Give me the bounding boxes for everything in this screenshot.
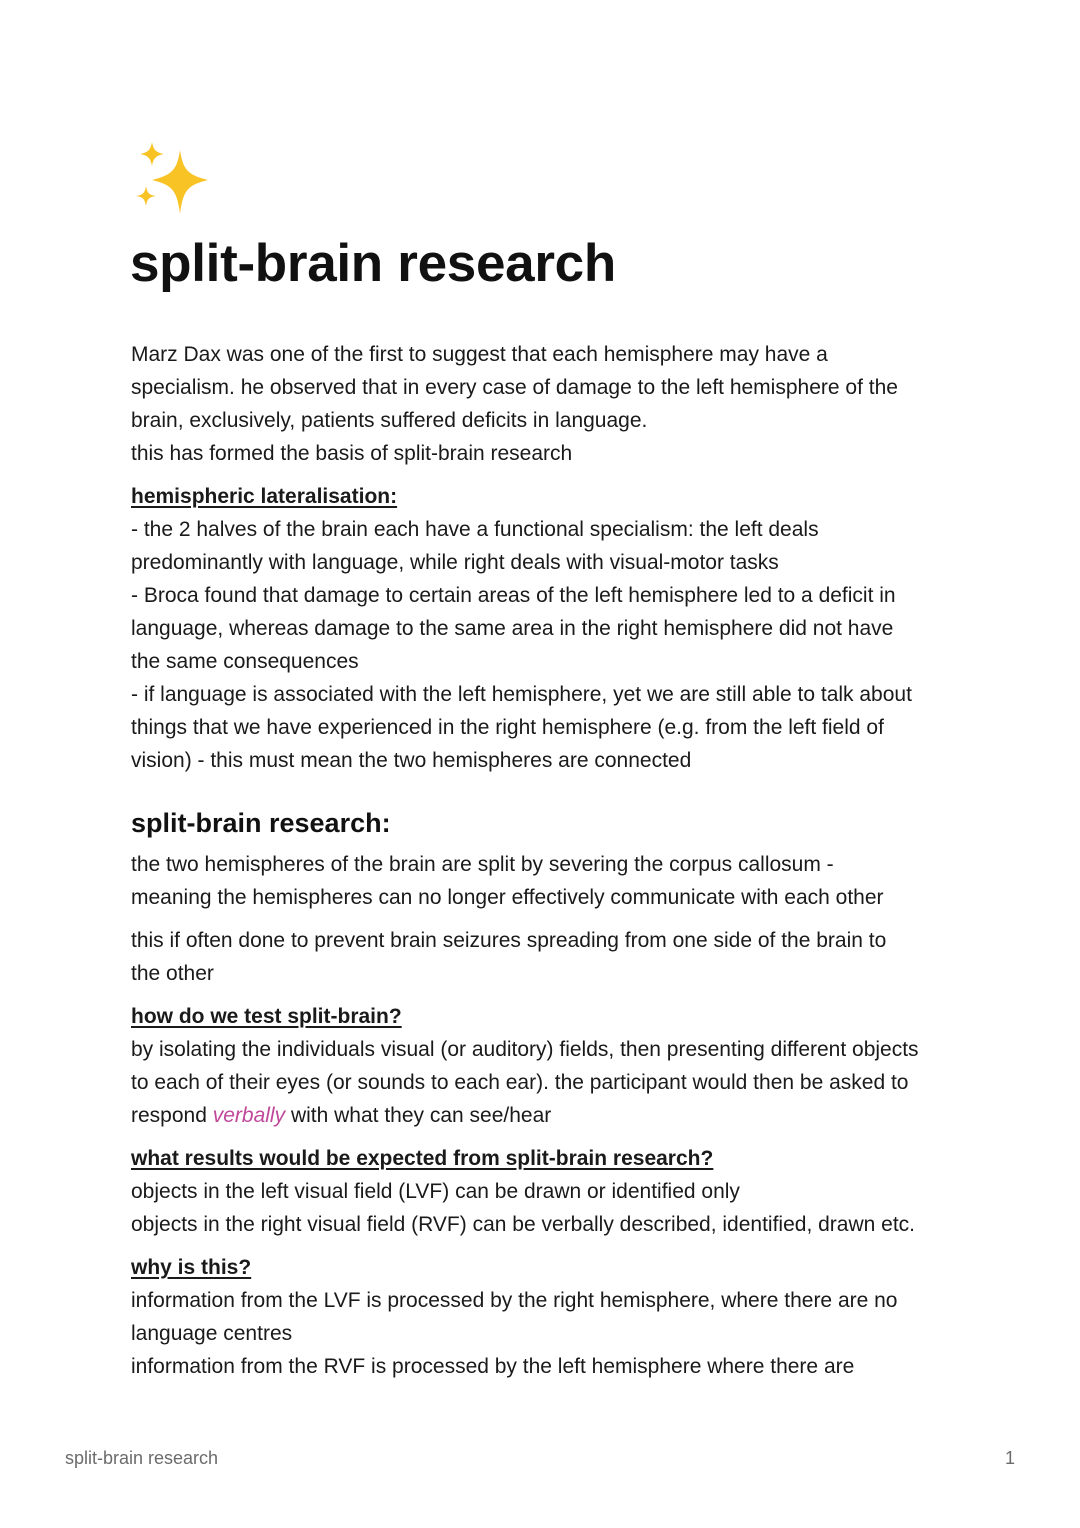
page-title: split-brain research xyxy=(130,234,616,293)
test-line: to each of their eyes (or sounds to each ear). the participant would then be asked to xyxy=(131,1071,909,1094)
why-line: language centres xyxy=(131,1322,293,1345)
test-line: by isolating the individuals visual (or auditory) fields, then presenting different objects xyxy=(131,1038,919,1061)
test-line-text: with what they can see/hear xyxy=(285,1104,552,1127)
lateralisation-line: predominantly with language, while right deals with visual-motor tasks xyxy=(131,551,779,574)
lateralisation-line: vision) - this must mean the two hemispheres are connected xyxy=(131,749,692,772)
intro-line: this has formed the basis of split-brain research xyxy=(131,442,573,465)
why-line: information from the RVF is processed by the left hemisphere where there are xyxy=(131,1355,855,1378)
footer-document-title: split-brain research xyxy=(65,1448,219,1468)
split-brain-line: this if often done to prevent brain seizures spreading from one side of the brain to xyxy=(131,929,887,952)
sparkles-icon xyxy=(132,142,212,218)
results-line: objects in the left visual field (LVF) can be drawn or identified only xyxy=(131,1180,740,1203)
document-body xyxy=(131,338,961,1383)
test-heading: how do we test split-brain? xyxy=(131,1005,402,1028)
intro-line: brain, exclusively, patients suffered deficits in language. xyxy=(131,409,648,432)
lateralisation-line: - Broca found that damage to certain areas of the left hemisphere led to a deficit in xyxy=(131,584,896,607)
intro-line: Marz Dax was one of the first to suggest that each hemisphere may have a xyxy=(131,343,828,366)
lateralisation-line: - if language is associated with the left hemisphere, yet we are still able to talk about xyxy=(131,683,912,706)
lateralisation-line: language, whereas damage to the same area in the right hemisphere did not have xyxy=(131,617,894,640)
split-brain-heading: split-brain research: xyxy=(131,808,391,838)
highlighted-word: verbally xyxy=(212,1104,286,1127)
split-brain-line: the other xyxy=(131,962,214,985)
lateralisation-heading: hemispheric lateralisation: xyxy=(131,485,398,508)
footer-page-number: 1 xyxy=(1004,1448,1015,1468)
lateralisation-line: - the 2 halves of the brain each have a functional specialism: the left deals xyxy=(131,518,819,541)
lateralisation-line: things that we have experienced in the right hemisphere (e.g. from the left field of xyxy=(131,716,884,739)
split-brain-line: meaning the hemispheres can no longer effectively communicate with each other xyxy=(131,886,884,909)
results-heading: what results would be expected from split-brain research? xyxy=(131,1147,714,1170)
test-line-text: respond xyxy=(131,1104,213,1127)
intro-line: specialism. he observed that in every case of damage to the left hemisphere of the xyxy=(131,376,898,399)
split-brain-line: the two hemispheres of the brain are split by severing the corpus callosum - xyxy=(131,853,834,876)
lateralisation-line: the same consequences xyxy=(131,650,359,673)
results-line: objects in the right visual field (RVF) can be verbally described, identified, drawn etc. xyxy=(131,1213,916,1236)
why-heading: why is this? xyxy=(131,1256,252,1279)
test-line xyxy=(131,1099,961,1132)
why-line: information from the LVF is processed by the right hemisphere, where there are no xyxy=(131,1289,898,1312)
